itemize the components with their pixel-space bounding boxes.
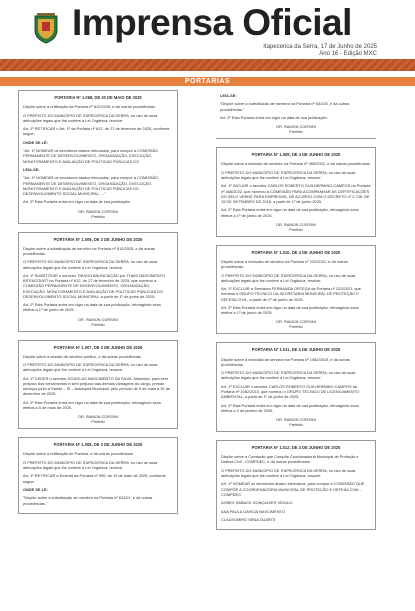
signature-block xyxy=(221,417,371,427)
portaria-block xyxy=(18,232,178,332)
signatory-name: DR. RAMON CORSINI xyxy=(78,414,118,420)
signatory-title: Prefeito xyxy=(289,324,303,330)
portaria-paragraph: Art. 2º Esta Portaria entra em vigor na data de sua publicação, retroagindo seus efeitos a 5 de maio de 2025. xyxy=(23,399,161,410)
portaria-paragraph: Dispõe sobre a Comissão que Compõe Coordenadoria Municipal de Proteção e Defesa Civil - COMPDEC, e dá outras providências. xyxy=(221,454,359,465)
portaria-block xyxy=(216,440,376,530)
portaria-block xyxy=(216,342,376,432)
issue-place-date: Itapecerica da Serra, 17 de Junho de 2025 xyxy=(263,44,377,50)
portaria-paragraph: Art. 2º Esta Portaria entra em vigor na data de sua publicação. xyxy=(23,199,131,205)
portaria-paragraph: O PREFEITO DO MUNICÍPIO DE ITAPECERICA DA SERRA, no uso de suas atribuições legais que lhe confere a Lei Orgânica, resolve: xyxy=(23,362,158,373)
signatory-name: DR. RAMON CORSINI xyxy=(276,221,316,227)
portaria-heading: PORTARIA Nº 1.008, DE 3 DE JUNHO DE 2025 xyxy=(53,442,143,448)
portaria-paragraph: O PREFEITO DO MUNICÍPIO DE ITAPECERICA DA SERRA, no uso de suas atribuições legais que lhe confere a Lei Orgânica, resolve: xyxy=(23,112,158,123)
portaria-block xyxy=(216,147,376,237)
signatory-name: DR. RAMON CORSINI xyxy=(276,319,316,325)
portaria-paragraph: "Dispõe sobre a substituição de membro na Portaria nº 631/21, e dá outras providências." xyxy=(23,495,153,506)
portaria-paragraph: Dispõe sobre a substituição de servidor na Portaria nº 612/2025, e dá outras providências. xyxy=(23,245,155,256)
portaria-paragraph: "Art. 1º NOMEAR os servidores abaixo elencados, para compor a COMISSÃO PERMANENTE DE DESENVOLVIMENTO, ORGANIZAÇÃO, EXECUÇÃO, MONITORAMENTO E AVALIAÇÃO DE POLÍTICAS PÚBLICAS DO DESENVOLVIMENTO SOCIAL MUNICIPAL, ..." xyxy=(23,175,159,196)
portaria-paragraph: O PREFEITO DO MUNICÍPIO DE ITAPECERICA DA SERRA, no uso de suas atribuições legais que lhe confere a Lei Orgânica, resolve: xyxy=(221,370,356,381)
portaria-heading: PORTARIA Nº 1.011, DE 4 DE JUNHO DE 2025 xyxy=(251,347,341,353)
portaria-paragraph: Art. 1º EXCLUIR o servidor CARLOS ROBERTO GUILHERMINO CAMPOS da Portaria nº 1082/2015, que nomeou o GRUPO TÉCNICO DE LICENCIAMENTO AMBIENTAL, a partir de 1º de junho de 2025. xyxy=(221,383,360,400)
signature-block xyxy=(221,222,371,232)
signatory-title: Prefeito xyxy=(91,321,105,327)
portaria-block xyxy=(18,90,178,224)
portaria-paragraph: Art. 1º INCLUIR o servidor CARLOS ROBERTO GUILHERMINO CAMPOS na Portaria nº 465/2022, que nomeou a COMISSÃO PARA ACOMPANHAR AS CERTIFICAÇÕES DO SELO VERDE PARA EMPRESAS, DE ACORDO COM O DECRETO nº 2.736, DE 19 DE SETEMBRO DE 2018, a partir de 1º de junho 2025. xyxy=(221,183,371,204)
portaria-paragraph: Dispõe sobre a exclusão de servidor na Portaria nº 222/2021, e dá outras providências. xyxy=(221,258,348,270)
portaria-paragraph: Art. 2º Esta Portaria entra em vigor na data de sua publicação. xyxy=(220,114,328,120)
portaria-paragraph: Dispõe sobre a inclusão de servidor na Portaria nº 465/2022, e dá outras providências. xyxy=(221,161,371,167)
signatory-name: DR. RAMON CORSINI xyxy=(78,208,118,214)
portaria-paragraph: "Art. 1º NOMEAR os servidores abaixo elencados, para compor a COMISSÃO PERMANENTE DE DESENVOLVIMENTO, ORGANIZAÇÃO, EXECUÇÃO, MONITORAMENTO E AVALIAÇÃO DE POLÍTICAS PÚBLICAS DO xyxy=(23,148,159,164)
signatory-title: Prefeito xyxy=(289,129,303,135)
portaria-paragraph: Dispõe sobre a cessão de servidor público, e dá outras providências. xyxy=(23,353,142,359)
portaria-heading: PORTARIA Nº 1.006, DE 3 DE JUNHO DE 2025 xyxy=(53,236,143,242)
portaria-block xyxy=(18,340,178,430)
portaria-block xyxy=(216,90,376,139)
portaria-paragraph: Art. 1º CEDER o servidor DOUGLAS NASCIMENTO DA SILVA, Motorista, para sem prejuízo dos vencimentos e sem prejuízo das demais vantagens do cargo, prestar serviços junto à Saúde – IS – Autarquia Municipal, pelo período de 5 de maio a 31 de dezembro de 2025. xyxy=(23,375,171,397)
portaria-heading: PORTARIA Nº 1.010, DE 4 DE JUNHO DE 2025 xyxy=(251,249,341,255)
signature-block xyxy=(221,319,371,329)
signature-block xyxy=(23,209,173,219)
portaria-paragraph: O PREFEITO DO MUNICÍPIO DE ITAPECERICA DA SERRA, no uso de suas atribuições legais que lhe confere a Lei Orgânica, resolve: xyxy=(23,259,158,270)
signature-block xyxy=(220,124,372,134)
portaria-heading: PORTARIA Nº 1.068, DE 30 DE MAIO DE 2025 xyxy=(54,95,142,100)
portaria-paragraph: LEIA-SE: xyxy=(220,93,237,98)
portaria-heading: PORTARIA Nº 1.009, DE 4 DE JUNHO DE 2025 xyxy=(251,152,341,158)
portaria-paragraph: Art. 2º Esta Portaria entra em vigor na data de sua publicação, retroagindo seus efeitos a 1º de junho de 2025. xyxy=(221,207,359,218)
portaria-paragraph: Dispõe sobre a exclusão de servidor na Portaria nº 1082/2015, e dá outras providências. xyxy=(221,356,350,367)
section-header xyxy=(0,77,415,86)
portaria-paragraph: Art. 1º NOMEAR os servidores abaixo elencados, para compor a COMISSÃO QUE COMPÕE A COORDENADORIA MUNICIPAL DE PROTEÇÃO E DEFESA CIVIL - COMPDEC: xyxy=(221,481,365,497)
portaria-paragraph: ONDE SE LÊ: xyxy=(23,139,48,145)
portaria-paragraph: Art. 1º RETIFICAR o Art. 1º da Portaria nº 612, de 27 de fevereiro de 2025, conforme segue: xyxy=(23,126,170,137)
publication-title: Imprensa Oficial xyxy=(72,2,352,43)
portaria-paragraph: Art. 2º Esta Portaria entra em vigor na data de sua publicação, retroagindo seus efeitos a 2 de janeiro de 2025. xyxy=(221,402,359,413)
portaria-paragraph: Art. 2º Esta Portaria entra em vigor na data de sua publicação, retroagindo seus efeitos a 1º de junho de 2025. xyxy=(221,304,359,316)
portaria-paragraph: ONDE SE LÊ: xyxy=(23,486,48,492)
column-left xyxy=(18,90,178,522)
portaria-paragraph: O PREFEITO DO MUNICÍPIO DE ITAPECERICA DA SERRA, no uso de suas atribuições legais que lhe confere a Lei Orgânica, resolve: xyxy=(221,467,356,478)
portaria-paragraph: LEIA-SE: xyxy=(23,166,40,172)
portaria-paragraph: O PREFEITO DO MUNICÍPIO DE ITAPECERICA DA SERRA, no uso de suas atribuições legais que lhe confere a Lei Orgânica, resolve: xyxy=(23,459,158,470)
signatory-name: DR. RAMON CORSINI xyxy=(276,124,316,130)
signatory-title: Prefeito xyxy=(289,421,303,427)
signatory-name: DR. RAMON CORSINI xyxy=(276,416,316,422)
portaria-paragraph: Art. 2º Esta Portaria entra em vigor na data de sua publicação, retroagindo seus efeitos a 1º de junho de 2025. xyxy=(23,302,161,313)
signatory-title: Prefeito xyxy=(91,419,105,425)
portaria-block xyxy=(216,245,376,335)
portaria-paragraph: CLAUSOMIRO SENA DUARTE xyxy=(221,516,276,522)
signatory-title: Prefeito xyxy=(289,226,303,232)
signatory-name: DR. RAMON CORSINI xyxy=(78,316,118,322)
portaria-block xyxy=(18,437,178,514)
signature-block xyxy=(23,317,173,327)
masthead xyxy=(0,0,415,74)
portaria-paragraph: Art. 1º SUBSTITUIR o servidor THIAGO ANUNCIAÇÃO por THAIS NASCIMENTO BITENCOURT na Portaria nº 612, de 27 de fevereiro de 2025, que nomeou a COMISSÃO PERMANENTE DE DESENVOLVIMENTO, ORGANIZAÇÃO, EXECUÇÃO, MONITORAMENTO E AVALIAÇÃO DE POLÍTICAS PÚBLICAS DO DESENVOLVIMENTO SOCIAL MUNICIPAL, a partir de 1º de junho de 2025. xyxy=(23,272,165,299)
portaria-paragraph: Art. 1º RETIFICAR a Ementa da Portaria nº 990, de 19 de maio de 2025, conforme segue: xyxy=(23,473,166,484)
portaria-paragraph: ANA PAULA GARCIA NASCIMENTO xyxy=(221,508,285,514)
column-right xyxy=(216,90,376,538)
header-decorative-band xyxy=(0,59,415,71)
portaria-paragraph: Dispõe sobre a retificação de Portaria, e dá outras providências. xyxy=(23,451,134,457)
portaria-paragraph: AGNES SABACK GONÇALVES VIDULIC xyxy=(221,500,293,506)
portaria-heading: PORTARIA Nº 1.007, DE 3 DE JUNHO DE 2025 xyxy=(53,344,143,350)
signature-block xyxy=(23,414,173,424)
portaria-heading: PORTARIA Nº 1.012, DE 4 DE JUNHO DE 2025 xyxy=(251,444,341,450)
coat-of-arms-icon xyxy=(32,12,60,44)
section-title: PORTARIAS xyxy=(184,78,231,85)
issue-edition: Ano 16 - Edição MXC xyxy=(319,51,377,57)
portaria-paragraph: Dispõe sobre a retificação da Portaria nº 612/2025, e dá outras providências. xyxy=(23,104,156,110)
portaria-paragraph: O PREFEITO DO MUNICÍPIO DE ITAPECERICA DA SERRA, no uso de suas atribuições legais que lhe confere a Lei Orgânica, resolve: xyxy=(221,272,356,283)
portaria-paragraph: "Dispõe sobre a substituição de membro na Portaria nº 631/25, e dá outras providências." xyxy=(220,101,350,112)
signatory-title: Prefeito xyxy=(91,213,105,219)
portaria-paragraph: Art. 1º EXCLUIR a Servidora FERNANDA ORTEGA da Portaria nº 222/2021, que nomeou o GRUPO TÉCNICO DA SECRETARIA MUNICIPAL DE PROTEÇÃO E DEFESA CIVIL, a partir de 1º de junho de 2025. xyxy=(221,286,361,302)
portaria-paragraph: O PREFEITO DO MUNICÍPIO DE ITAPECERICA DA SERRA, no uso de suas atribuições legais que lhe confere a Lei Orgânica, resolve: xyxy=(221,169,356,180)
